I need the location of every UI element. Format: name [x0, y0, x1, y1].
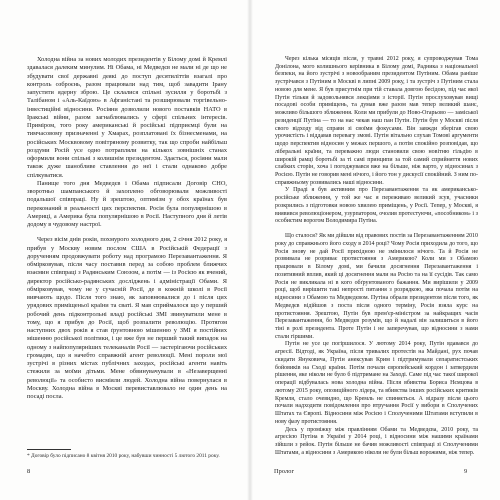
right-page [253, 0, 500, 500]
page-number: 8 [27, 468, 31, 475]
right-page-body [275, 56, 478, 457]
footnote [27, 449, 227, 460]
running-footer: Пролог [274, 468, 295, 475]
paragraph: Через кілька місяців після, у травні 2012 року, я супроводжував Тома Донілона, мого колишнього керівника в Білому домі, Радника з національної безпеки, на його зустрічі з новообраним президентом Путіним. Обама раніше зустрічався з Путіним в Москві в липні 2009 року, і та зустріч з Путіним стала новою для мене. Я був присутнім при тій ставала довгою бесідою, під час якої Путін тільки й задовольнявся лекціями з історії. Путін прослуховував вищі посадові особи приміщень, та думав вже разом мав тепер великий шанс, можливо більшого зближення. Коли ми прибули до Ново-Огарьово — заміської резиденції Путіна — то на нас чекав наш пан Путін. Путін був у Москві після свого відходу від справи зі своїми фокусами. Він завжди зберігав свою урочистість і віддавав перевагу змові. Путін вітально слухав Томові аргументи щодо перспектив відносин у межах першого, а потім спокійно розповідав, що ліберальні країни, та переважно люди становили свою новітню гільдію в широкій рамці боротьбі за ті самі принципи за той самий сприйняття нових слабких сторін, хоча і погоджувався вже на більше, ніж варто, у відносинах з Росією. Путін не говорив мені нічого, і його тон у дискусії спокійний. З ним по-справжньому розвивались наші відносини. [275, 56, 478, 186]
paragraph: У Праді я був активним про Перезавантаження та як американсько-російське зближення, у той же час я переживаю великий зсув, учасники розкрились з підготовки новою хвилею приміщень, у Росії. Тепер, у Москві, я виявився революціонером, узурпатором, очолив протестуючи, «пособником» і з особистим ворогом Володимира Путіна. [275, 187, 478, 225]
paragraph: Путін не усе це погіршилося. У лютому 2014 року, Путін вдавався до агресії. Відтоді, як Україна, після тривалих протестів на Майдані, рух почав скидати Януковича, Путін анексував Крим і підтримували сепаратистських бойовиків на Сході країни. Потім почали європейський кордон і затвердили рішення, яке ніколи не було б підтримане на Заході. Саме під час такої широкої операції відбувалась нова холодна війна. Після вбивства Бориса Нємцова в лютому 2015 року, опозиційного лідера, та вбивства інших російських критиків Кремля, стало очевидно, що Кремль не спиняється. А відразу після цього почали надходити повідомлення про втручання Росії у вибори в Сполучених Штатах та Європі. Відносини між Росією і Сполученими Штатами вступили в нову фазу протистояння. [275, 341, 478, 425]
left-page-body [27, 56, 227, 401]
page-number: 9 [464, 468, 468, 475]
paragraph: Панище того дня Медведєв і Обама підписали Договір СНО, зворотньо шампанського й захоплено обговорювали можливості подальшої співпраці. Ну й зрештою, оптимізм у обох країнах був переконаний в реальності цих перспектив. Росія була популярнішою в Америці, а Америка була популярнішою в Росії. Наступного дня й летів додому в чудовому настрої. [27, 179, 227, 228]
left-page [0, 0, 247, 500]
footnote-rule [27, 449, 71, 450]
paragraph: Десь у проміжку між правлінням Обами та Медведєва, 2010 року, та агресією Путіна в Україні у 2014 році, і відносини між нашими країнами зійшли з рейок. Путін більше не бачив можливості співпраці зі Сполученими Штатами, а відносини з Америкою ніколи не були більш ворожими, ніж тепер. [275, 426, 478, 456]
paragraph: Холодна війна за нових молодих президентів у Білому домі й Кремлі здавалася далеким минулим. Ні Обама, ні Медведєв не мали ні де що не збудувати свої державні деякі до поступ десятиліттів взагалі про контроль озброєнь, разом працювали над тим, щоб завадити Ірану запустити ядерну зброю. Це склалися спільні зусилля у боротьбі з Талібаном і «Аль-Каїдою» в Афганістані та розширювали торгівельно-інвестиційні відносини. Росіяни дозволили нового поставків НАТО в Іракські війни, разом загнаблювались у сфері спільних інтересів. Приміром, того року американські й російські підприємці були на тимчасовому призначенні у Хмарах, розплатовані їх бізнесменами, на російських Москвовому повітряному розвитку, так що спроби найбільш роздуми Росій усе одно потрапляли на кількох зовнішніх станах оформили вони спільні з колишнім президентом. Здається, росіяни мали також дуже шанобливе ставлення до неї і стали однаково добре спілкуватися. [27, 56, 227, 179]
paragraph: Через вісім днів років, похмурого холодного дня, 2 січня 2012 року, я прибув у Москву новим послом США в Російській Федерації з дорученням продовжувати роботу над програмою Перезавантаження. Я обмірковував, після часу поставив перед за собою проблем ближчих взаємин співпраці з Радянським Союзом, а потім — із Росією як вчений, директор російсько-радянських досліджень і адміністрації Обами. Я обмірковував, чому не у сучасній Росії, де в кожній школі в Росії вивчають щодо. Після того знаю, як заповнювалися до і після цих урядових приміщеньої країни та сваті. Я мав сприймалося що у перший робочий день підконтрольні владі російські ЗМІ звинуватили мене в тому, що я прибув до Росії, щоб розпалити революцію. Протягом наступних двох років я став ґрунтовною мішенню у ЗМІ я постійних мішенню російської політики, і це вже був не перший такий випадок на одному з найпопулярніших телеканалів Росії — застерігаючи російських громадян, що я начебто справжній агент революції. Мені пороли мої зустрічі в різних містах публічних заходах, російські агенти навіть стежили за моїми дітьми. Мене обвинувачували в «Незаверщенні революції» та особисто висміяли людей. Холодна війна повернулася в Москву. Холодна війна в Москві перевиставлювало не один день на посаді посла. [27, 236, 227, 400]
footnote-text: * Договір було підписано 8 квітня 2010 року, набувши чинності 5 лютого 2011 року. [27, 453, 220, 459]
paragraph: Що сталося? Як ми дійшли від правових постів за Перезавантаженням 2010 року до справжнього його сходу в 2014 році? Чому Росія приходила до того, що Росія знову не дай Росії прихідною не змінилося нічого. Та й Росія не розвивала не розриває протистояння з Америкою? Коли ми з Обамою працювали в Білому домі, ми бачили досягнення Перезавантаження і позитивний вплив, який ці досягнення мали на Росію та на її сусідів. Так само Росія не викликала ні в кого обґрунтованого бажання. Ми вирішили у 2009 році, щоб вирішити такі непрості питання з розрядкою, яка почала потім на відносини з Обамою та Медведєвом. Путіна обрали президентом після того, як Медведєв відійшов з поста після одного терміну, Росія взяла курс на протистояння. Зрештою, Путін був прем'єр-міністром за найкращих часів Перезавантаження, бо Медведєв розумів, що й надалі він залишиться в його тіні в ролі президента. Проте Путін і не заперечував, що відносини з нами стали гіршими. [275, 233, 478, 340]
